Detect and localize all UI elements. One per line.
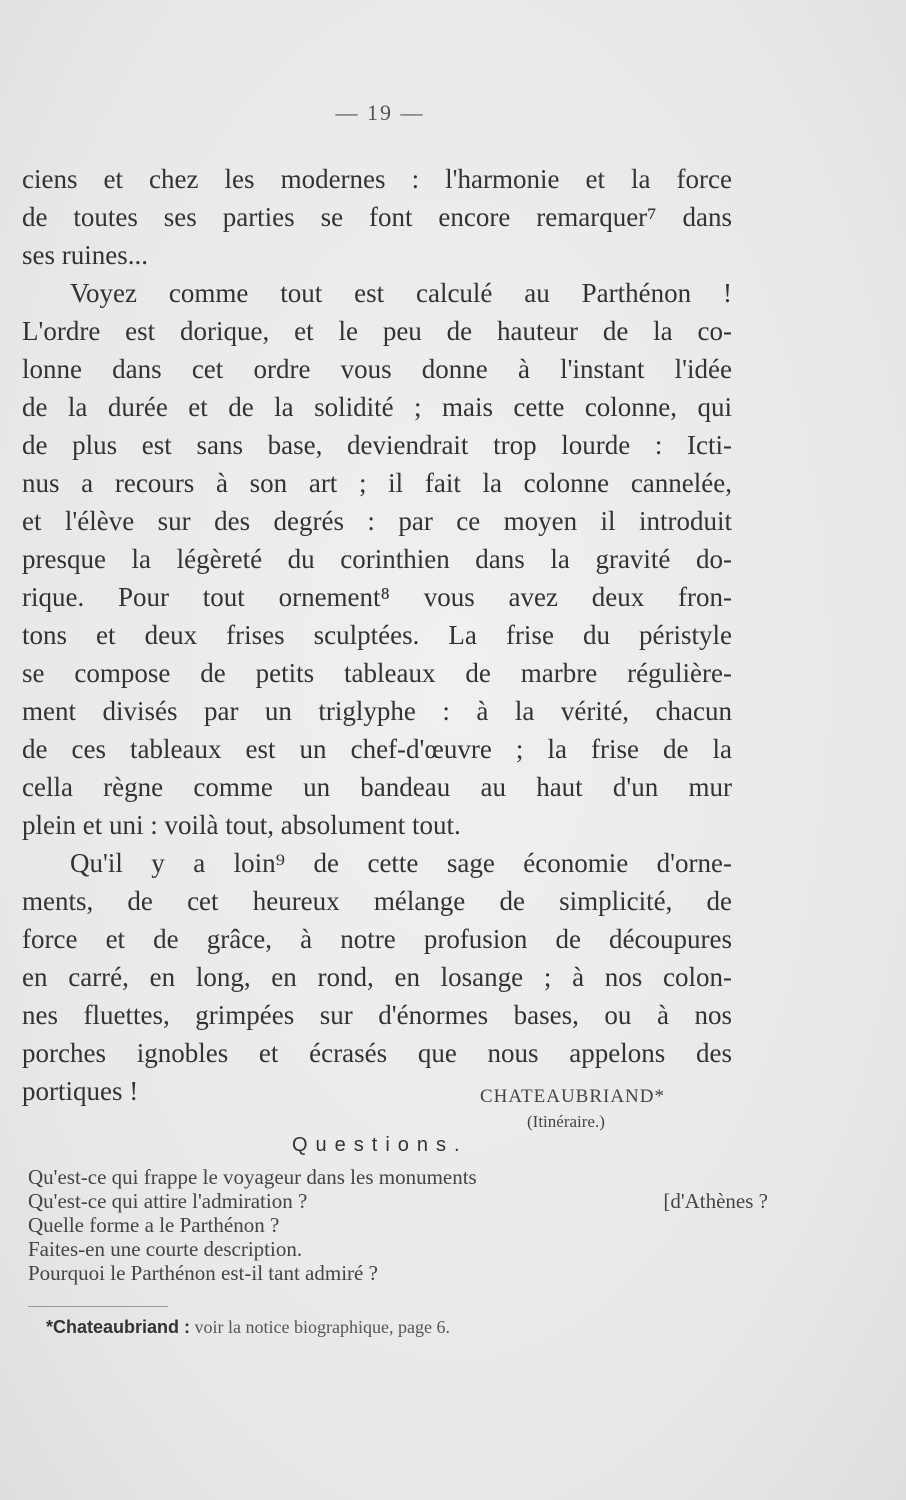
text-line: Voyez comme tout est calculé au Parthénon !: [70, 278, 732, 308]
footnote-text: voir la notice biographique, page 6.: [194, 1317, 450, 1337]
text-line: lonne dans cet ordre vous donne à l'instant l'idée: [22, 354, 732, 384]
questions-heading: Questions.: [292, 1134, 468, 1156]
question-item: [28, 1261, 768, 1285]
text-line: presque la légèreté du corinthien dans la gravité do-: [22, 544, 732, 574]
question-text: Qu'est-ce qui attire l'admiration ?: [28, 1189, 308, 1213]
page-number: — 19 —: [335, 100, 425, 125]
text-line: tons et deux frises sculptées. La frise du péristyle: [22, 620, 732, 650]
text-line: rique. Pour tout ornement⁸ vous avez deux fron-: [22, 582, 732, 612]
text-line: plein et uni : voilà tout, absolument tout.: [22, 810, 461, 840]
question-text: Pourquoi le Parthénon est-il tant admiré ?: [28, 1261, 378, 1285]
question-item: [28, 1213, 768, 1237]
text-line: de ces tableaux est un chef-d'œuvre ; la frise de la: [22, 734, 732, 764]
text-line: ments, de cet heureux mélange de simplicité, de: [22, 886, 732, 916]
footnote: [46, 1317, 450, 1338]
text-line: portiques !: [22, 1076, 139, 1106]
text-line: porches ignobles et écrasés que nous appelons des: [22, 1038, 732, 1068]
main-text: [22, 160, 732, 1110]
text-line: se compose de petits tableaux de marbre régulière-: [22, 658, 732, 688]
text-line: ciens et chez les modernes : l'harmonie et la force: [22, 164, 732, 194]
text-line: en carré, en long, en rond, en losange ; à nos colon-: [22, 962, 732, 992]
text-line: L'ordre est dorique, et le peu de hauteur de la co-: [22, 316, 732, 346]
text-line: ses ruines...: [22, 240, 148, 270]
question-text: Faites-en une courte description.: [28, 1237, 303, 1261]
question-item: [28, 1189, 768, 1213]
text-line: de toutes ses parties se font encore remarquer⁷ dans: [22, 202, 732, 232]
text-line: nes fluettes, grimpées sur d'énormes bases, ou à nos: [22, 1000, 732, 1030]
question-item: [28, 1237, 768, 1261]
text-line: force et de grâce, à notre profusion de découpures: [22, 924, 732, 954]
text-line: de plus est sans base, deviendrait trop lourde : Icti-: [22, 430, 732, 460]
questions-list: [28, 1165, 768, 1285]
question-text: Quelle forme a le Parthénon ?: [28, 1213, 280, 1237]
question-continuation: [d'Athènes ?: [663, 1189, 768, 1213]
footnote-name: *Chateaubriand :: [46, 1317, 191, 1337]
question-item: [28, 1165, 768, 1189]
text-line: Qu'il y a loin⁹ de cette sage économie d'orne-: [70, 848, 732, 878]
footnote-divider: [28, 1306, 168, 1307]
text-line: nus a recours à son art ; il fait la colonne cannelée,: [22, 468, 732, 498]
text-line: de la durée et de la solidité ; mais cette colonne, qui: [22, 392, 732, 422]
text-line: cella règne comme un bandeau au haut d'un mur: [22, 772, 732, 802]
text-line: ment divisés par un triglyphe : à la vérité, chacun: [22, 696, 732, 726]
author-attribution: CHATEAUBRIAND*: [480, 1086, 665, 1107]
question-text: Qu'est-ce qui frappe le voyageur dans les monuments: [28, 1165, 477, 1189]
text-line: et l'élève sur des degrés : par ce moyen il introduit: [22, 506, 732, 536]
source-title: (Itinéraire.): [527, 1112, 605, 1131]
